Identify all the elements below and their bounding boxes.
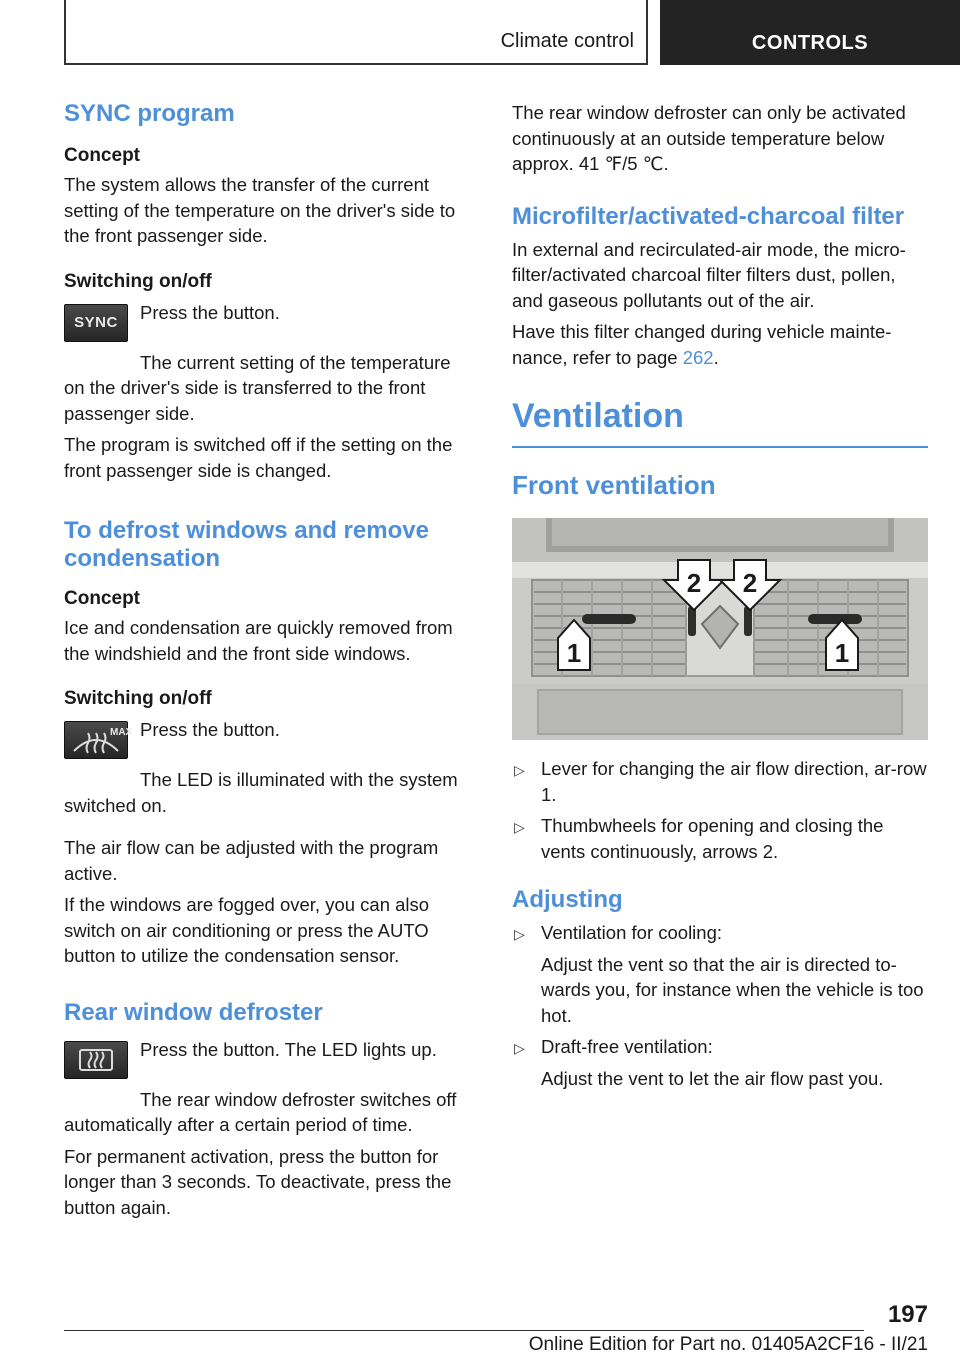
microfilter-text-2-post: . <box>713 346 719 368</box>
header-section-box <box>64 0 648 65</box>
photo-label-2-right: 2 <box>742 568 758 598</box>
front-ventilation-heading: Front ventilation <box>512 470 716 500</box>
rear-defroster-button-row <box>64 1037 476 1083</box>
defrost-max-label: MAX <box>110 727 133 738</box>
defrost-fog-text: If the windows are fogged over, you can also switch on air conditioning or press the AUTO button to utilize the condensation sensor. <box>64 894 430 966</box>
header-chapter-tab <box>660 0 960 65</box>
page-reference-link[interactable]: 262 <box>682 346 714 368</box>
sync-press-text: Press the button. <box>140 301 280 323</box>
adjust-cooling-detail: Adjust the vent so that the air is directed to‐wards you, for instance when the vehicle is too hot. <box>541 953 924 1026</box>
adjust-cooling-text: Ventilation for cooling: <box>541 922 723 943</box>
triangle-bullet-icon: ▷ <box>514 1040 525 1056</box>
microfilter-text-2 <box>512 319 928 370</box>
list-item <box>512 1034 928 1060</box>
defrost-flow-text: The air flow can be adjusted with the program active. <box>64 837 439 884</box>
rear-continuous-text: The rear window defroster can only be activated continuously at an outside temperature below approx. 41 ℉/5 ℃. <box>512 102 906 174</box>
sync-current-text: The current setting of the temperature on the driver's side is transferred to the front passenger side. <box>64 351 451 424</box>
triangle-bullet-icon: ▷ <box>514 819 525 835</box>
rear-press-text: Press the button. The LED lights up. <box>140 1038 437 1060</box>
sync-concept-text: The system allows the transfer of the current setting of the temperature on the driver's side to the front passenger side. <box>64 174 456 246</box>
defrost-concept-text: Ice and condensation are quickly removed from the windshield and the front side windows. <box>64 617 453 664</box>
sync-concept-heading: Concept <box>64 145 140 166</box>
microfilter-heading: Microfilter/activated-charcoal filter <box>512 202 905 230</box>
page-number: 197 <box>887 1301 928 1328</box>
adjust-draftfree-text: Draft-free ventilation: <box>541 1036 713 1057</box>
photo-label-1-right: 1 <box>834 638 850 668</box>
list-item <box>512 813 928 864</box>
footer-edition: Online Edition for Part no. 01405A2CF16 - II/21 <box>528 1334 928 1355</box>
microfilter-text-2-pre: Have this filter changed during vehicle mainte‐nance, refer to page <box>512 321 892 368</box>
defrost-switching-heading: Switching on/off <box>64 688 212 709</box>
list-item <box>512 756 928 807</box>
rear-defroster-heading: Rear window defroster <box>64 998 323 1026</box>
sync-program-heading: SYNC program <box>64 100 235 127</box>
defrost-led-text: The LED is illuminated with the system switched on. <box>64 769 458 816</box>
adjust-draftfree-detail: Adjust the vent to let the air flow past you. <box>541 1067 884 1089</box>
defrost-concept-heading: Concept <box>64 588 140 609</box>
footer-divider <box>64 1330 864 1331</box>
rear-auto-text: The rear window defroster switches off automatically after a certain period of time. <box>64 1088 457 1135</box>
bullet-lever-text: Lever for changing the air flow direction, ar‐row 1. <box>541 758 927 805</box>
bullet-thumbwheel-text: Thumbwheels for opening and closing the vents continuously, arrows 2. <box>541 815 884 862</box>
triangle-bullet-icon: ▷ <box>514 926 525 942</box>
defrost-heading: To defrost windows and remove condensation <box>64 517 429 572</box>
microfilter-text-1: In external and recirculated-air mode, the micro‐filter/activated charcoal filter filters dust, pollen, and gaseous pollutants out of the air. <box>512 238 906 311</box>
defrost-max-button-image <box>64 721 133 759</box>
sync-button-row <box>64 300 476 346</box>
sync-button-image <box>64 304 128 342</box>
defrost-button-row <box>64 717 476 763</box>
photo-label-2-left: 2 <box>686 568 702 598</box>
windshield-defrost-icon <box>64 721 133 759</box>
header-section-title: Climate control <box>500 30 634 52</box>
adjusting-heading: Adjusting <box>512 886 623 913</box>
photo-label-1-left: 1 <box>566 638 582 668</box>
right-column <box>512 100 928 1091</box>
header-chapter-title: CONTROLS <box>751 32 869 54</box>
left-column <box>64 100 476 1220</box>
rear-window-defrost-icon <box>64 1041 128 1079</box>
rear-defroster-button-image <box>64 1041 128 1079</box>
ventilation-heading: Ventilation <box>512 396 928 448</box>
sync-button-label: SYNC <box>74 314 118 331</box>
sync-switching-heading: Switching on/off <box>64 270 212 292</box>
triangle-bullet-icon: ▷ <box>514 762 525 778</box>
rear-permanent-text: For permanent activation, press the button for longer than 3 seconds. To deactivate, press the button again. <box>64 1145 452 1218</box>
front-ventilation-photo <box>512 518 928 740</box>
dashboard-vents-illustration <box>512 518 928 740</box>
defrost-press-text: Press the button. <box>140 719 280 740</box>
list-item <box>512 920 928 946</box>
sync-off-text: The program is switched off if the setting on the front passenger side is changed. <box>64 434 453 481</box>
